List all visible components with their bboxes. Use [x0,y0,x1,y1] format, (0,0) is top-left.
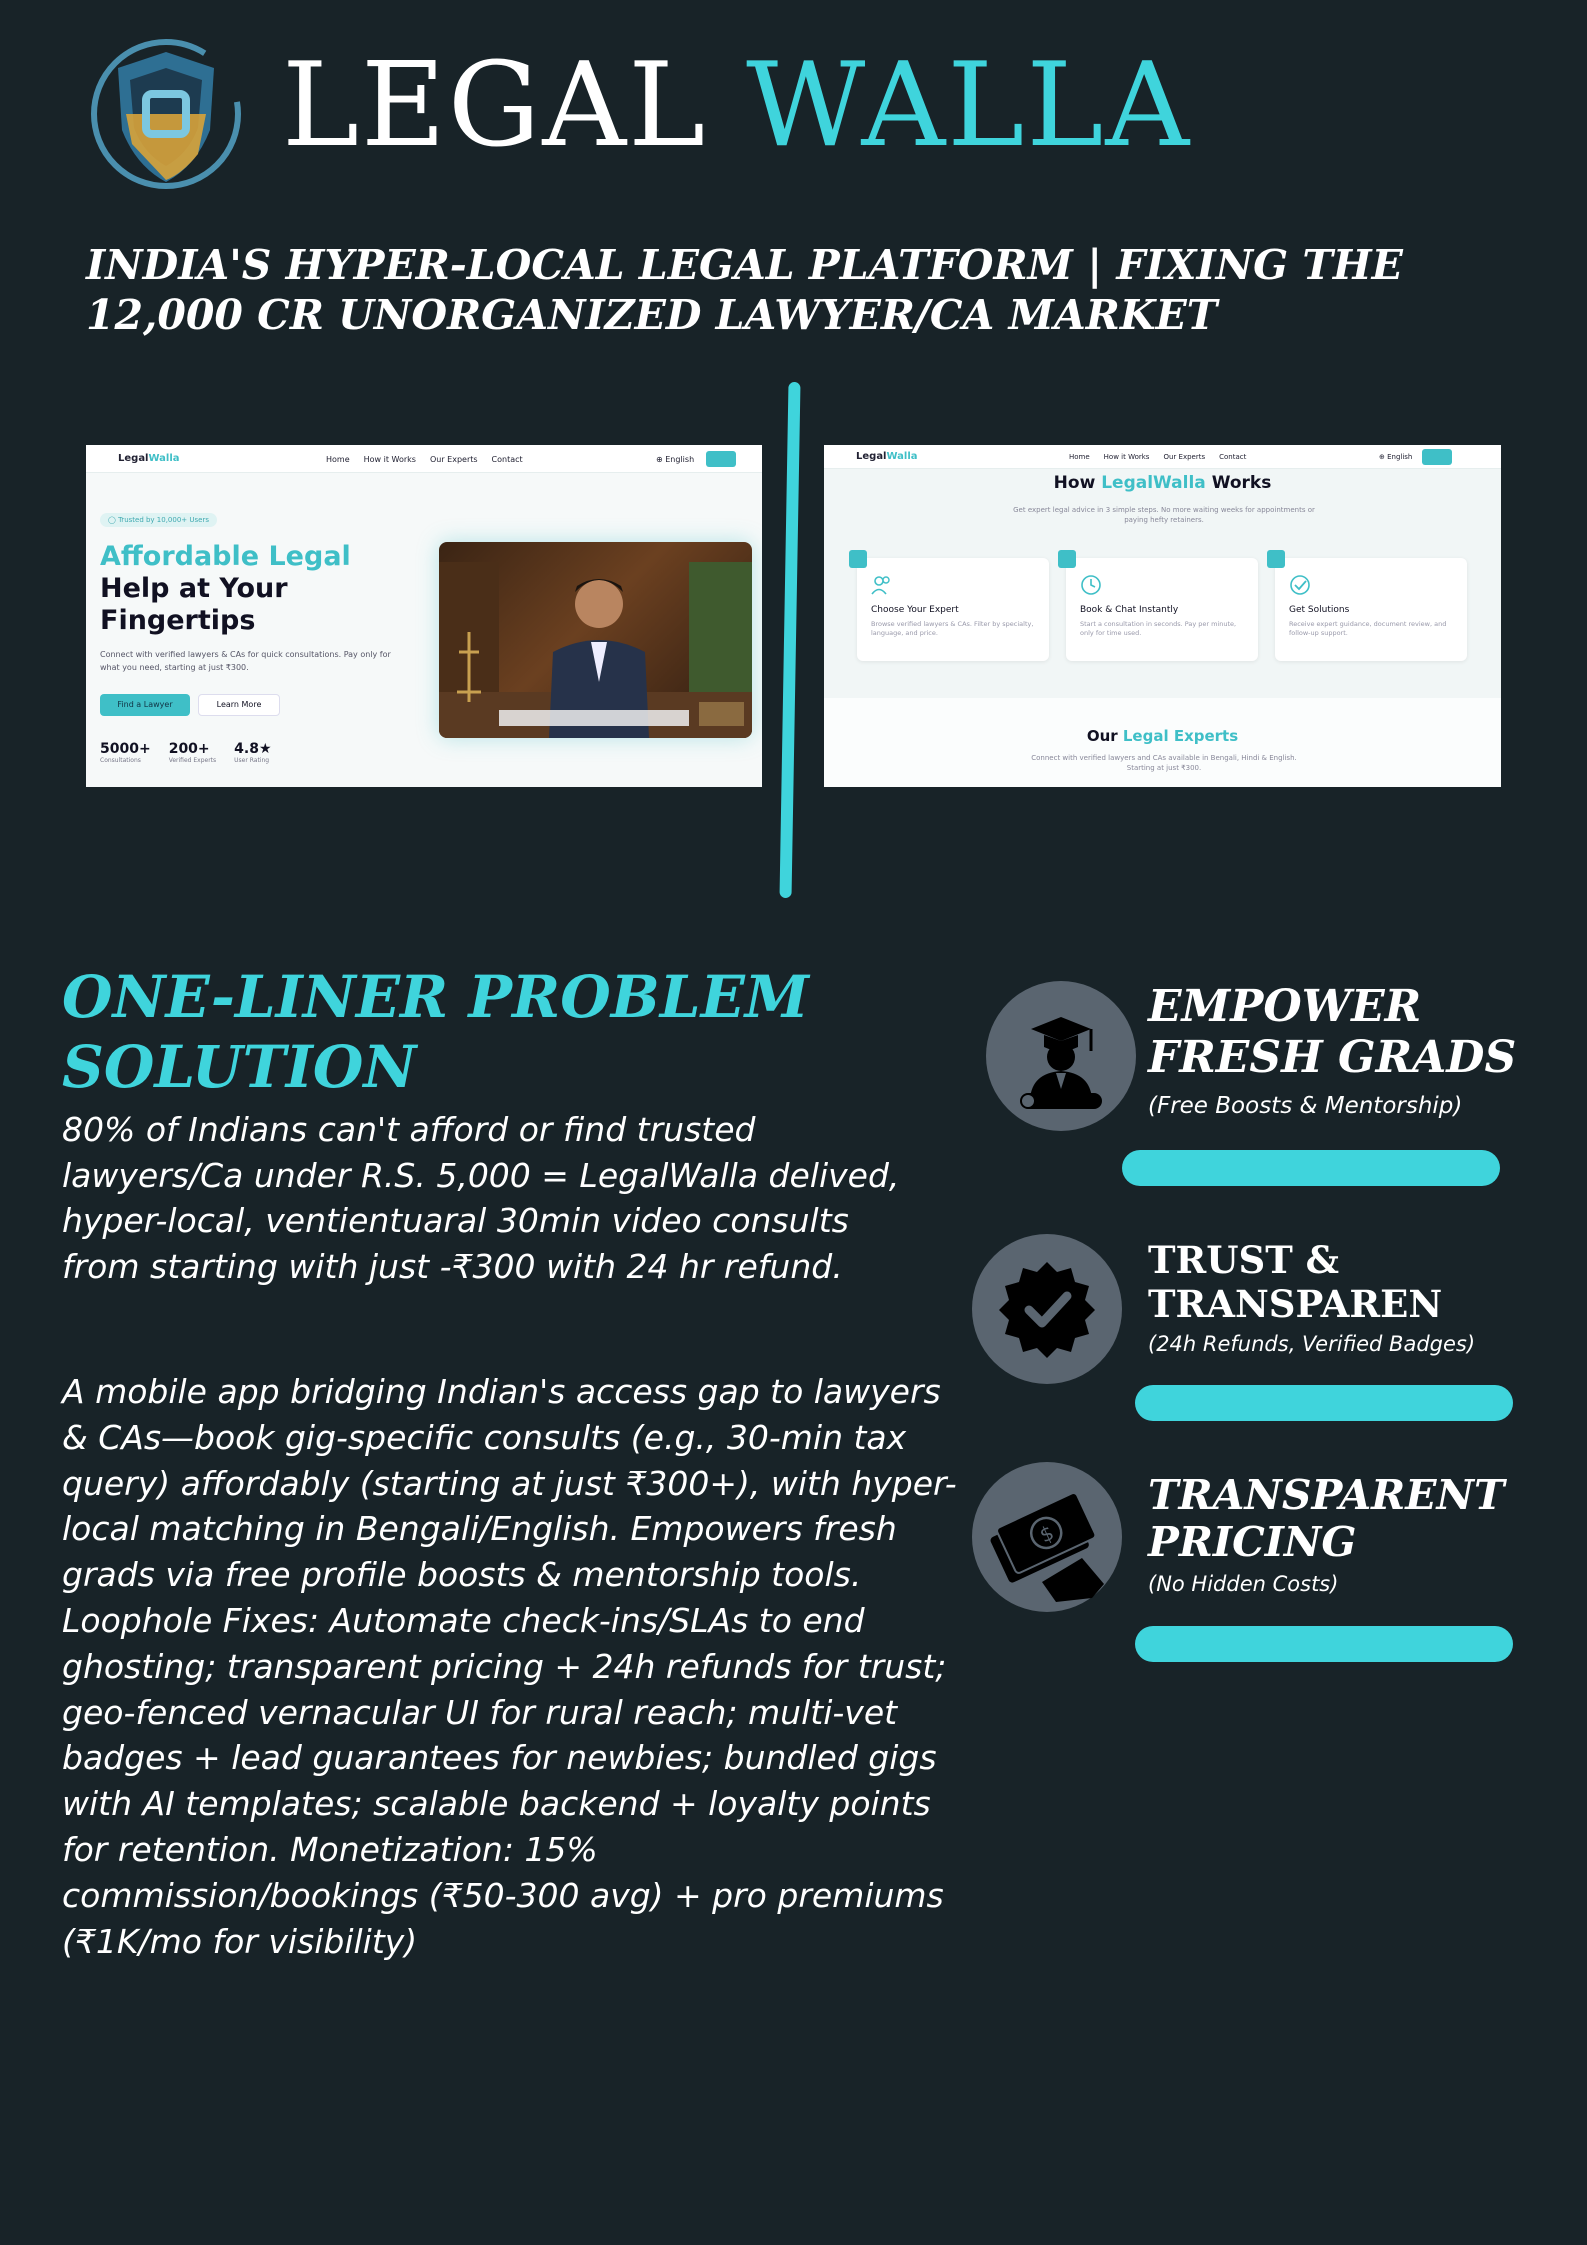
verified-badge-icon [972,1234,1122,1384]
hero-description: Connect with verified lawyers & CAs for quick consultations. Pay only for what you need, starting at just ₹300. [100,650,391,672]
experts-heading [824,727,1501,745]
hero-stats [100,741,272,764]
how-navbar [824,445,1501,469]
stat-label: User Rating [234,757,270,764]
step-number-badge [1058,550,1076,568]
brand-word-legal: LEGAL [282,38,708,173]
how-heading-post: Works [1211,473,1272,493]
problem-statement: 80% of Indians can't afford or find trusted lawyers/Ca under R.S. 5,000 = LegalWalla delived, hyper-local, ventientuaral 30min video consults from starting with just -₹300 with 24 hr refund. [62,1110,900,1286]
trust-badge: ◯ Trusted by 10,000+ Users [100,513,217,527]
stat-value: 200+ [168,741,210,757]
feature-accent-bar [1122,1150,1500,1186]
nav-link-contact[interactable]: Contact [491,455,523,464]
step-card-solutions[interactable] [1275,558,1467,661]
trust-badge-text: Trusted by 10,000+ Users [118,516,209,524]
nav-link-how[interactable]: How it Works [1103,453,1150,461]
hero-heading-line2: Help at Your [100,573,288,604]
brand-word-walla: WALLA [746,38,1192,173]
home-navbar [86,445,762,473]
graduate-icon [986,981,1136,1131]
logo-text-legal: Legal [118,453,149,464]
language-selector[interactable]: ⊕ English [656,455,695,464]
stat-consultations [100,741,151,764]
section-title: ONE-LINER PROBLEM SOLUTION [62,963,809,1101]
home-nav-logo [118,453,180,464]
hero-heading-highlight: Affordable Legal [100,541,351,572]
brand-wordmark [282,38,1191,173]
how-heading [824,473,1501,493]
experts-heading-highlight: Legal Experts [1122,727,1239,745]
feature-subtitle-trust: (24h Refunds, Verified Badges) [1148,1332,1476,1356]
feature-title-line1: TRUST & [1148,1238,1340,1282]
experts-subheading: Connect with verified lawyers and CAs available in Bengali, Hindi & English. Starting at just ₹300. [1031,754,1297,772]
language-label: English [665,455,695,464]
logo-text-walla: Walla [886,451,918,462]
check-circle-icon [1289,574,1311,596]
step-text: Start a consultation in seconds. Pay per minute, only for time used. [1080,620,1237,637]
how-it-works-screenshot [824,445,1501,787]
nav-link-home[interactable]: Home [1069,453,1090,461]
nav-link-how[interactable]: How it Works [363,455,416,464]
stat-experts [169,741,216,764]
how-heading-highlight: LegalWalla [1101,473,1206,493]
step-title: Book & Chat Instantly [1080,605,1179,615]
home-nav-links [326,455,523,464]
users-icon [871,574,893,596]
nav-cta-button[interactable] [1422,449,1452,465]
nav-link-contact[interactable]: Contact [1219,453,1247,461]
homepage-screenshot [86,445,762,787]
how-nav-links [1069,453,1246,461]
tagline: INDIA'S HYPER-LOCAL LEGAL PLATFORM | FIXING THE 12,000 CR UNORGANIZED LAWYER/CA MARKET [86,241,1403,339]
hero-heading [100,541,351,637]
step-card-book[interactable] [1066,558,1258,661]
step-title: Get Solutions [1289,605,1350,615]
how-subheading: Get expert legal advice in 3 simple steps. No more waiting weeks for appointments or paying hefty retainers. [1013,506,1315,524]
stat-value: 5000+ [100,741,151,757]
step-text: Browse verified lawyers & CAs. Filter by specialty, language, and price. [871,620,1034,637]
step-number-badge [849,550,867,568]
solution-description: A mobile app bridging Indian's access gap to lawyers & CAs—book gig-specific consults (e.g., 30-min tax query) affordably (starting at just ₹300+), with hyper-local matching in Bengali/English. Empowers fresh grads via free profile boosts & mentorship tools. Loophole Fixes: Automate check-ins/SLAs to end ghosting; transparent pricing + 24h refunds for trust; geo-fenced vernacular UI for rural reach; multi-vet badges + lead guarantees for newbies; bundled gigs with AI templates; scalable backend + loyalty points for retention. Monetization: 15% commission/bookings (₹50-300 avg) + pro premiums (₹1K/mo for visibility) [62,1372,957,1961]
language-label: English [1387,453,1413,461]
feature-title-line1: TRANSPARENT [1148,1471,1505,1519]
feature-accent-bar [1135,1385,1513,1421]
nav-link-experts[interactable]: Our Experts [1163,453,1206,461]
clock-icon [1080,574,1102,596]
how-heading-pre: How [1053,473,1096,493]
learn-more-button[interactable]: Learn More [198,694,280,716]
find-lawyer-button[interactable]: Find a Lawyer [100,694,190,716]
experts-heading-pre: Our [1086,727,1118,745]
feature-accent-bar [1135,1626,1513,1662]
step-title: Choose Your Expert [871,605,959,615]
hero-heading-line3: Fingertips [100,605,256,636]
brand-logo-emblem [86,34,246,194]
feature-title-line2: PRICING [1148,1518,1357,1566]
stat-rating [234,741,271,764]
feature-title-empower [1148,981,1516,1083]
feature-title-line1: EMPOWER [1148,981,1422,1032]
feature-title-line2: FRESH GRADS [1148,1032,1517,1083]
svg-text:$: $ [1035,1520,1058,1548]
step-text: Receive expert guidance, document review, and follow-up support. [1289,620,1447,637]
feature-title-pricing [1148,1472,1504,1566]
nav-link-experts[interactable]: Our Experts [429,455,478,464]
money-icon [972,1462,1122,1612]
step-card-choose[interactable] [857,558,1049,661]
feature-title-trust [1148,1238,1442,1326]
vertical-divider [779,382,800,898]
nav-cta-button[interactable] [706,451,736,467]
language-selector[interactable]: ⊕ English [1379,453,1413,461]
how-nav-logo [856,451,918,462]
lawyer-photo [439,542,752,738]
experts-section [824,698,1501,787]
nav-link-home[interactable]: Home [326,455,350,464]
step-number-badge [1267,550,1285,568]
logo-text-walla: Walla [148,453,180,464]
stat-label: Consultations [100,757,141,764]
feature-title-line2: TRANSPAREN [1148,1282,1443,1326]
feature-subtitle-pricing: (No Hidden Costs) [1148,1572,1339,1596]
stat-value: 4.8★ [234,741,272,757]
stat-label: Verified Experts [168,757,217,764]
feature-subtitle-empower: (Free Boosts & Mentorship) [1148,1093,1463,1119]
logo-text-legal: Legal [856,451,887,462]
